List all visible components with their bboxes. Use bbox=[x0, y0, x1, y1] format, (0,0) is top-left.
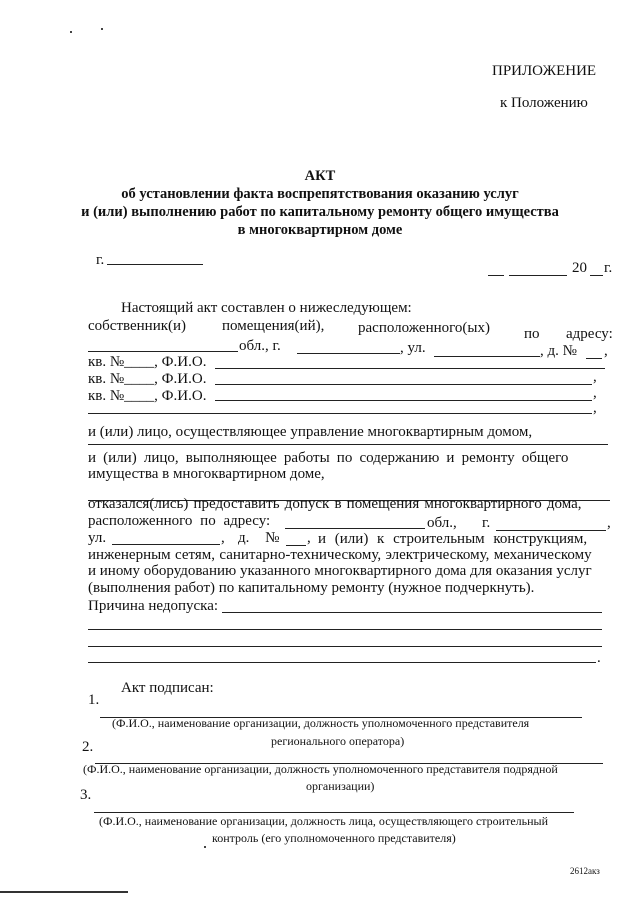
owner-word: адресу: bbox=[566, 326, 613, 342]
bottom-edge-rule bbox=[0, 891, 128, 893]
owner-word: по bbox=[524, 326, 540, 342]
region-field[interactable] bbox=[88, 351, 238, 352]
house-label: , д. № bbox=[540, 343, 577, 359]
signature-caption-3b: контроль (его уполномоченного представителя) bbox=[212, 831, 456, 845]
refusal-region-field[interactable] bbox=[285, 528, 425, 529]
owner-word: собственник(и) bbox=[88, 318, 187, 334]
comma: , bbox=[221, 530, 225, 546]
signatures-heading: Акт подписан: bbox=[121, 680, 214, 696]
apartment-name-label: кв. №____, Ф.И.О. bbox=[88, 371, 207, 387]
scan-speck bbox=[204, 846, 206, 848]
signature-number: 3. bbox=[80, 787, 92, 803]
owner-word: помещения(ий), bbox=[222, 318, 325, 334]
refusal-street-label: ул. bbox=[88, 530, 107, 546]
act-subtitle-3: в многоквартирном доме bbox=[237, 222, 403, 238]
period: . bbox=[597, 650, 601, 666]
street-field[interactable] bbox=[434, 356, 540, 357]
reason-field[interactable] bbox=[88, 629, 602, 630]
comma: , bbox=[593, 400, 597, 416]
reason-label: Причина недопуска: bbox=[88, 598, 219, 614]
owner-name-field[interactable] bbox=[215, 368, 605, 369]
intro-text: Настоящий акт составлен о нижеследующем: bbox=[121, 300, 412, 316]
signature-caption-1b: регионального оператора) bbox=[271, 734, 405, 748]
owner-name-field[interactable] bbox=[215, 400, 592, 401]
refusal-text: (выполнения работ) по капитальному ремонту (нужное подчеркнуть). bbox=[88, 580, 535, 596]
city-prefix: г. bbox=[96, 252, 105, 268]
reason-field[interactable] bbox=[88, 662, 596, 663]
reason-field[interactable] bbox=[88, 646, 602, 647]
year-prefix: 20 bbox=[572, 260, 587, 276]
apartment-name-label: кв. №____, Ф.И.О. bbox=[88, 354, 207, 370]
maintenance-text: и (или) лицо, выполняющее работы по содержанию и ремонту общего bbox=[88, 450, 569, 466]
scan-speck bbox=[101, 28, 103, 30]
comma: , bbox=[593, 385, 597, 401]
year-field[interactable] bbox=[590, 275, 603, 276]
management-text: и (или) лицо, осуществляющее управление многоквартирным домом, bbox=[88, 424, 533, 440]
refusal-text: отказался(лись) предоставить допуск в помещения многоквартирного дома, bbox=[88, 496, 582, 512]
street-label: , ул. bbox=[400, 340, 426, 356]
document-code: 2612акз bbox=[570, 866, 600, 876]
scan-speck bbox=[70, 31, 72, 33]
act-subtitle-1: об установлении факта воспрепятствования оказанию услуг bbox=[121, 186, 519, 202]
city-field[interactable] bbox=[107, 264, 203, 265]
comma: , bbox=[593, 369, 597, 385]
refusal-structures-text: и (или) к строительным конструкциям, bbox=[318, 531, 588, 547]
owner-name-field[interactable] bbox=[215, 384, 592, 385]
signature-number: 1. bbox=[88, 692, 100, 708]
comma: , bbox=[607, 515, 611, 531]
act-title: АКТ bbox=[304, 168, 336, 184]
regulation-label: к Положению bbox=[500, 95, 588, 111]
refusal-obl-label: обл., bbox=[427, 515, 457, 531]
refusal-house-label: д. № bbox=[238, 530, 280, 546]
year-suffix: г. bbox=[604, 260, 613, 276]
management-field[interactable] bbox=[88, 444, 608, 445]
refusal-city-label: г. bbox=[482, 515, 491, 531]
house-field[interactable] bbox=[586, 358, 602, 359]
signature-caption-1: (Ф.И.О., наименование организации, должность уполномоченного представителя bbox=[112, 716, 530, 730]
signature-number: 2. bbox=[82, 739, 94, 755]
apartment-name-label: кв. №____, Ф.И.О. bbox=[88, 388, 207, 404]
refusal-house-field[interactable] bbox=[286, 545, 306, 546]
refusal-text: и иному оборудованию указанного многоквартирного дома для оказания услуг bbox=[88, 563, 592, 579]
refusal-address-label: расположенного по адресу: bbox=[88, 513, 271, 529]
day-field[interactable] bbox=[488, 275, 504, 276]
signature-caption-2: (Ф.И.О., наименование организации, должность уполномоченного представителя подрядной bbox=[83, 762, 558, 776]
owner-word: расположенного(ых) bbox=[358, 320, 490, 336]
refusal-street-field[interactable] bbox=[112, 544, 220, 545]
obl-label: обл., г. bbox=[239, 338, 281, 354]
comma: , bbox=[604, 343, 608, 359]
signature-caption-2b: организации) bbox=[306, 779, 375, 793]
signature-caption-3: (Ф.И.О., наименование организации, должность лица, осуществляющего строительный bbox=[99, 814, 549, 828]
act-subtitle-2: и (или) выполнению работ по капитальному ремонту общего имущества bbox=[81, 204, 559, 220]
refusal-text: инженерным сетям, санитарно-техническому, электрическому, механическому bbox=[88, 547, 592, 563]
comma: , bbox=[307, 530, 311, 546]
maintenance-text: имущества в многоквартирном доме, bbox=[88, 466, 325, 482]
owner-name-field-extra[interactable] bbox=[88, 413, 592, 414]
reason-field[interactable] bbox=[222, 612, 602, 613]
signature-field-3[interactable] bbox=[94, 812, 574, 813]
city-address-field[interactable] bbox=[297, 353, 400, 354]
month-field[interactable] bbox=[509, 275, 567, 276]
appendix-label: ПРИЛОЖЕНИЕ bbox=[492, 63, 597, 79]
